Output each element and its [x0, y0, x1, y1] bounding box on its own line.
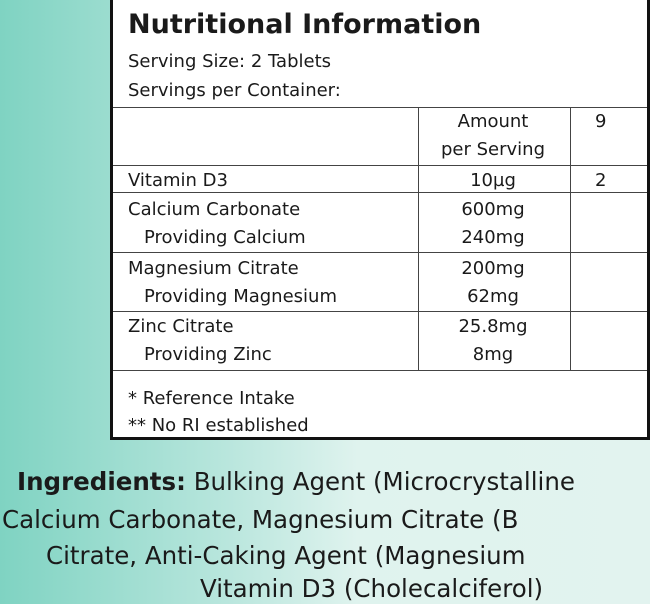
servings-per-container: Servings per Container:	[128, 80, 341, 101]
row-amount: 25.8mg	[458, 316, 528, 337]
divider-calcium	[113, 252, 647, 253]
row-amount: 8mg	[472, 344, 514, 365]
header-per-serving: per Serving	[440, 139, 545, 160]
row-amount: 10µg	[470, 170, 516, 191]
row-amount: 62mg	[467, 286, 519, 307]
row-amount: 600mg	[461, 199, 525, 220]
row-name: Vitamin D3	[128, 170, 228, 191]
row-ri-partial: 2	[595, 170, 607, 191]
divider-vitamin-d3	[113, 192, 647, 193]
header-amount: Amount	[457, 111, 529, 132]
ingredients-line-1	[17, 466, 575, 497]
footnote-reference-intake: * Reference Intake	[128, 388, 295, 409]
header-ri-partial: 9	[595, 111, 607, 132]
column-divider-ri	[570, 107, 571, 370]
divider-header-bottom	[113, 165, 647, 166]
row-name: Magnesium Citrate	[128, 258, 299, 279]
row-name: Calcium Carbonate	[128, 199, 301, 220]
row-name: Zinc Citrate	[128, 316, 234, 337]
ingredients-line-2: Calcium Carbonate, Magnesium Citrate (B	[2, 505, 519, 534]
divider-zinc	[113, 370, 647, 371]
row-name: Providing Magnesium	[144, 286, 337, 307]
serving-size: Serving Size: 2 Tablets	[128, 51, 332, 72]
nutrition-panel	[110, 0, 650, 440]
divider-magnesium	[113, 311, 647, 312]
row-name: Providing Zinc	[144, 344, 272, 365]
row-amount: 200mg	[461, 258, 525, 279]
ingredients-text: Bulking Agent (Microcrystalline	[193, 467, 575, 496]
row-amount: 240mg	[461, 227, 525, 248]
panel-title: Nutritional Information	[128, 9, 482, 40]
footnote-no-ri: ** No RI established	[128, 415, 309, 436]
divider-header-top	[113, 107, 647, 108]
ingredients-line-4: Vitamin D3 (Cholecalciferol)	[200, 574, 544, 603]
ingredients-line-3: Citrate, Anti-Caking Agent (Magnesium	[46, 541, 526, 570]
ingredients-label: Ingredients:	[17, 467, 186, 496]
row-name: Providing Calcium	[144, 227, 306, 248]
